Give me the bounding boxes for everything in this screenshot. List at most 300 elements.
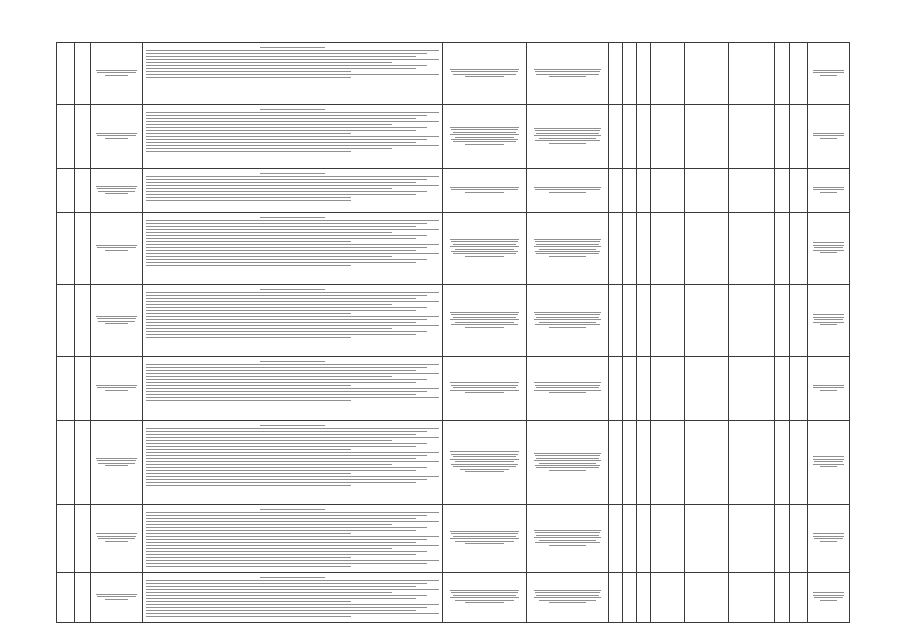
text-line <box>146 566 351 567</box>
text-line <box>146 542 416 543</box>
text-line <box>146 325 439 326</box>
text-line <box>146 554 416 555</box>
text-line <box>146 319 427 320</box>
value-cell-1 <box>609 505 623 573</box>
description-cell <box>143 357 443 421</box>
name-cell <box>91 505 143 573</box>
value-cell-1 <box>609 357 623 421</box>
text-line <box>146 613 439 614</box>
text-line <box>146 331 427 332</box>
name-cell <box>91 572 143 622</box>
text-line <box>535 71 600 72</box>
text-line <box>146 370 416 371</box>
text-line <box>535 314 600 315</box>
value-cell-1 <box>609 213 623 285</box>
document-cell <box>729 105 775 169</box>
row-number <box>57 43 75 105</box>
text-line <box>146 232 392 233</box>
text-line <box>820 466 837 467</box>
row-id <box>75 285 91 357</box>
text-line <box>820 252 837 253</box>
description-cell <box>143 213 443 285</box>
location-cell <box>443 105 527 169</box>
text-line <box>450 382 519 383</box>
text-line <box>813 133 845 134</box>
table-row <box>57 357 850 421</box>
text-line <box>146 77 351 78</box>
category-cell <box>651 505 685 573</box>
text-line <box>813 536 843 537</box>
text-line <box>536 535 598 536</box>
text-line <box>536 387 598 388</box>
text-line <box>536 595 598 596</box>
text-line <box>96 316 137 317</box>
owner-cell <box>808 285 850 357</box>
owner-cell <box>808 169 850 213</box>
text-line <box>450 312 519 313</box>
text-line <box>146 253 439 254</box>
owner-cell <box>808 421 850 505</box>
text-line <box>465 543 503 544</box>
text-line <box>146 376 392 377</box>
owner-cell <box>808 357 850 421</box>
text-line <box>534 246 602 247</box>
text-line <box>455 137 513 138</box>
text-line <box>813 456 845 457</box>
text-line <box>146 50 439 51</box>
address-cell <box>527 357 609 421</box>
description-cell <box>143 572 443 622</box>
text-line <box>813 245 843 246</box>
text-line <box>146 310 416 311</box>
category-cell <box>651 169 685 213</box>
text-line <box>813 72 843 73</box>
text-line <box>820 75 837 76</box>
text-line <box>450 597 519 598</box>
text-line <box>97 460 136 461</box>
text-line <box>451 139 518 140</box>
description-cell <box>143 43 443 105</box>
text-line <box>814 319 843 320</box>
text-line <box>813 459 843 460</box>
row-number <box>57 572 75 622</box>
date-cell <box>790 43 808 105</box>
value-cell-3 <box>637 421 651 505</box>
text-line <box>146 265 351 266</box>
text-line <box>534 460 602 461</box>
text-line <box>146 524 392 525</box>
description-cell <box>143 105 443 169</box>
text-line <box>146 298 416 299</box>
date-cell <box>790 357 808 421</box>
text-line <box>813 464 845 465</box>
row-id <box>75 105 91 169</box>
text-line <box>453 595 517 596</box>
text-line <box>146 379 427 380</box>
description-cell <box>143 505 443 573</box>
text-line <box>146 616 351 617</box>
text-line <box>813 592 845 593</box>
value-cell-2 <box>623 105 637 169</box>
text-line <box>105 193 127 194</box>
text-line <box>534 312 602 313</box>
text-line <box>146 307 427 308</box>
text-line <box>97 536 136 537</box>
row-id <box>75 213 91 285</box>
text-line <box>146 68 416 69</box>
text-line <box>549 256 586 257</box>
text-line <box>549 602 586 603</box>
text-line <box>96 533 137 534</box>
text-line <box>536 244 598 245</box>
text-line <box>813 250 845 251</box>
text-line <box>535 324 600 325</box>
count-cell <box>775 357 790 421</box>
text-line <box>549 143 586 144</box>
row-number <box>57 213 75 285</box>
text-line <box>451 454 518 455</box>
text-line <box>539 138 596 139</box>
table-row <box>57 43 850 105</box>
value-cell-1 <box>609 169 623 213</box>
text-line <box>105 541 127 542</box>
value-cell-3 <box>637 505 651 573</box>
text-line <box>451 592 518 593</box>
text-line <box>146 247 427 248</box>
text-line <box>813 189 843 190</box>
text-line <box>98 191 135 192</box>
location-cell <box>443 213 527 285</box>
text-line <box>146 124 392 125</box>
description-cell <box>143 169 443 213</box>
value-cell-2 <box>623 572 637 622</box>
value-cell-3 <box>637 572 651 622</box>
value-cell-1 <box>609 105 623 169</box>
text-line <box>450 459 519 460</box>
text-line <box>105 323 127 324</box>
description-heading <box>146 577 439 578</box>
text-line <box>146 476 439 477</box>
count-cell <box>775 572 790 622</box>
location-cell <box>443 572 527 622</box>
text-line <box>146 458 416 459</box>
text-line <box>146 244 439 245</box>
text-line <box>146 464 392 465</box>
text-line <box>146 301 439 302</box>
text-line <box>535 592 600 593</box>
text-line <box>146 580 439 581</box>
description-heading <box>146 509 439 510</box>
text-line <box>146 185 439 186</box>
text-line <box>813 322 845 323</box>
text-line <box>450 246 519 247</box>
text-line <box>105 138 127 139</box>
text-line <box>451 129 518 130</box>
row-id <box>75 169 91 213</box>
text-line <box>549 545 586 546</box>
category-cell <box>651 43 685 105</box>
text-line <box>146 592 392 593</box>
value-cell-3 <box>637 169 651 213</box>
text-line <box>813 314 845 315</box>
text-line <box>146 304 392 305</box>
text-line <box>536 467 598 468</box>
category-cell <box>651 105 685 169</box>
text-line <box>146 56 416 57</box>
text-line <box>450 187 519 188</box>
text-line <box>455 249 513 250</box>
text-line <box>539 249 596 250</box>
text-line <box>536 317 598 318</box>
value-cell-3 <box>637 357 651 421</box>
row-id <box>75 421 91 505</box>
text-line <box>97 318 136 319</box>
text-line <box>146 53 427 54</box>
text-line <box>549 76 586 77</box>
text-line <box>146 364 439 365</box>
value-cell-2 <box>623 43 637 105</box>
text-line <box>146 121 439 122</box>
text-line <box>146 545 439 546</box>
text-line <box>146 259 427 260</box>
text-line <box>465 392 503 393</box>
text-line <box>146 470 416 471</box>
description-heading <box>146 173 439 174</box>
text-line <box>146 226 416 227</box>
description-cell <box>143 285 443 357</box>
text-line <box>146 461 439 462</box>
text-line <box>813 135 843 136</box>
address-cell <box>527 213 609 285</box>
value-cell-2 <box>623 285 637 357</box>
row-number <box>57 169 75 213</box>
row-id <box>75 572 91 622</box>
text-line <box>536 458 598 459</box>
text-line <box>814 461 843 462</box>
text-line <box>535 455 600 456</box>
text-line <box>450 451 519 452</box>
table-row <box>57 421 850 505</box>
text-line <box>453 387 517 388</box>
text-line <box>451 464 518 465</box>
text-line <box>146 367 427 368</box>
count-cell <box>775 213 790 285</box>
text-line <box>146 182 416 183</box>
owner-cell <box>808 213 850 285</box>
text-line <box>146 313 351 314</box>
text-line <box>146 133 351 134</box>
text-line <box>146 473 351 474</box>
description-heading <box>146 289 439 290</box>
table-row <box>57 285 850 357</box>
address-cell <box>527 43 609 105</box>
text-line <box>146 238 416 239</box>
text-line <box>146 191 427 192</box>
document-cell <box>729 213 775 285</box>
text-line <box>146 62 392 63</box>
description-cell <box>143 421 443 505</box>
row-id <box>75 505 91 573</box>
text-line <box>146 586 416 587</box>
type-cell <box>685 572 729 622</box>
text-line <box>146 467 427 468</box>
text-line <box>535 130 600 131</box>
row-id <box>75 43 91 105</box>
date-cell <box>790 421 808 505</box>
text-line <box>453 317 517 318</box>
count-cell <box>775 43 790 105</box>
text-line <box>98 463 135 464</box>
text-line <box>105 599 127 600</box>
type-cell <box>685 169 729 213</box>
text-line <box>146 443 427 444</box>
text-line <box>535 251 600 252</box>
text-line <box>535 189 600 190</box>
text-line <box>146 557 351 558</box>
text-line <box>146 151 351 152</box>
name-cell <box>91 169 143 213</box>
description-heading <box>146 361 439 362</box>
text-line <box>146 440 392 441</box>
description-heading <box>146 47 439 48</box>
text-line <box>813 187 845 188</box>
text-line <box>534 128 602 129</box>
type-cell <box>685 213 729 285</box>
text-line <box>146 530 416 531</box>
count-cell <box>775 505 790 573</box>
text-line <box>814 597 843 598</box>
text-line <box>813 387 843 388</box>
text-line <box>146 589 439 590</box>
text-line <box>534 239 602 240</box>
text-line <box>534 135 602 136</box>
text-line <box>455 322 513 323</box>
text-line <box>535 140 600 141</box>
text-line <box>820 192 837 193</box>
text-line <box>814 247 843 248</box>
text-line <box>146 235 427 236</box>
text-line <box>534 319 602 320</box>
text-line <box>455 600 513 601</box>
text-line <box>146 179 427 180</box>
type-cell <box>685 357 729 421</box>
text-line <box>146 452 439 453</box>
date-cell <box>790 572 808 622</box>
owner-cell <box>808 505 850 573</box>
date-cell <box>790 169 808 213</box>
text-line <box>146 560 439 561</box>
value-cell-2 <box>623 421 637 505</box>
text-line <box>460 469 509 470</box>
description-heading <box>146 109 439 110</box>
text-line <box>146 295 427 296</box>
text-line <box>146 127 427 128</box>
text-line <box>451 314 518 315</box>
value-cell-1 <box>609 285 623 357</box>
text-line <box>450 127 519 128</box>
text-line <box>146 583 427 584</box>
text-line <box>146 601 351 602</box>
location-cell <box>443 169 527 213</box>
text-line <box>146 527 427 528</box>
text-line <box>146 485 351 486</box>
text-line <box>146 59 439 60</box>
text-line <box>146 316 439 317</box>
text-line <box>146 428 439 429</box>
value-cell-1 <box>609 421 623 505</box>
text-line <box>536 74 598 75</box>
text-line <box>146 607 427 608</box>
document-cell <box>729 421 775 505</box>
text-line <box>146 241 351 242</box>
text-line <box>450 590 519 591</box>
location-cell <box>443 505 527 573</box>
text-line <box>146 65 427 66</box>
text-line <box>96 458 137 459</box>
text-line <box>534 390 602 391</box>
location-cell <box>443 421 527 505</box>
text-line <box>539 540 596 541</box>
text-line <box>451 385 518 386</box>
value-cell-2 <box>623 169 637 213</box>
category-cell <box>651 285 685 357</box>
text-line <box>536 253 598 254</box>
text-line <box>146 563 427 564</box>
text-line <box>146 292 439 293</box>
text-line <box>146 518 416 519</box>
value-cell-2 <box>623 505 637 573</box>
text-line <box>146 394 416 395</box>
description-heading <box>146 217 439 218</box>
name-cell <box>91 285 143 357</box>
text-line <box>146 446 416 447</box>
address-cell <box>527 285 609 357</box>
text-line <box>453 141 517 142</box>
text-line <box>146 515 427 516</box>
text-line <box>453 253 517 254</box>
document-cell <box>729 169 775 213</box>
document-cell <box>729 505 775 573</box>
text-line <box>146 610 416 611</box>
text-line <box>146 136 439 137</box>
text-line <box>534 382 602 383</box>
owner-cell <box>808 572 850 622</box>
text-line <box>450 390 519 391</box>
text-line <box>98 321 135 322</box>
table-row <box>57 169 850 213</box>
text-line <box>146 148 392 149</box>
text-line <box>146 337 351 338</box>
text-line <box>813 317 843 318</box>
table-row <box>57 505 850 573</box>
text-line <box>453 536 517 537</box>
text-line <box>534 69 602 70</box>
text-line <box>146 595 427 596</box>
text-line <box>146 536 439 537</box>
text-line <box>536 133 598 134</box>
text-line <box>549 392 586 393</box>
text-line <box>465 144 503 145</box>
text-line <box>535 465 600 466</box>
text-line <box>146 437 439 438</box>
name-cell <box>91 43 143 105</box>
date-cell <box>790 505 808 573</box>
registry-sheet <box>56 42 849 610</box>
text-line <box>146 373 439 374</box>
owner-cell <box>808 105 850 169</box>
text-line <box>146 539 427 540</box>
text-line <box>534 187 602 188</box>
